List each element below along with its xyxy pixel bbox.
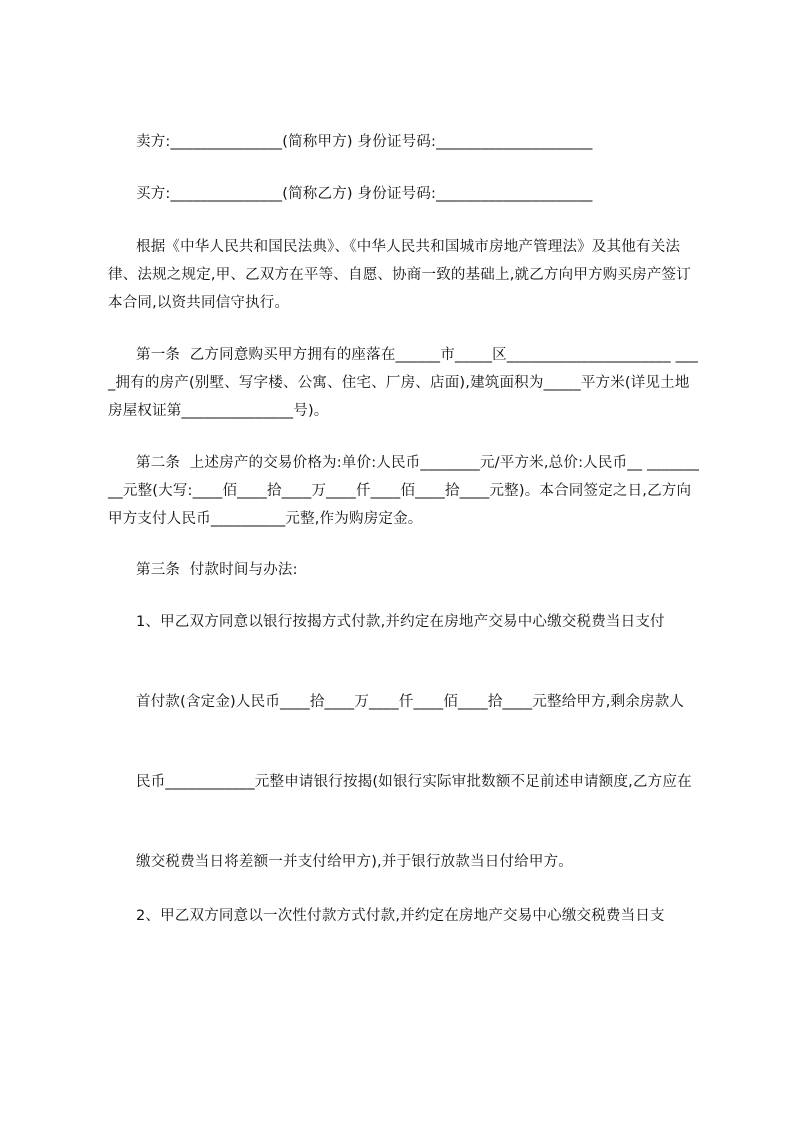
payment-item-2: 2、甲乙双方同意以一次性付款方式付款,并约定在房地产交易中心缴交税费当日支 [136, 908, 665, 924]
article-3-title: 第三条 付款时间与办法: [136, 562, 298, 578]
payment-item-1: 1、甲乙双方同意以银行按揭方式付款,并约定在房地产交易中心缴交税费当日支付 [136, 614, 665, 630]
payment-item-1-tail: 缴交税费当日将差额一并支付给甲方),并于银行放款当日付给甲方。 [136, 854, 573, 870]
buyer-line: 买方:_______________(简称乙方) 身份证号码:_____________________ [136, 186, 593, 202]
payment-item-1-down-payment: 首付款(含定金)人民币____拾____万____仟____佰____拾____元整给甲方,剩余房款人 [136, 694, 685, 710]
article-2: 第二条 上述房产的交易价格为:单价:人民币________元/平方米,总价:人民币__ _________元整(大写:____佰____拾____万____仟____佰____拾____元整)。本合同签定之日,乙方向甲方支付人民币__________元整,作为购房定金。 [108, 455, 700, 527]
seller-line: 卖方:_______________(简称甲方) 身份证号码:_____________________ [136, 134, 593, 150]
payment-item-1-loan: 民币____________元整申请银行按揭(如银行实际审批数额不足前述申请额度,乙方应在 [136, 774, 692, 790]
preamble-paragraph: 根据《中华人民共和国民法典》、《中华人民共和国城市房地产管理法》及其他有关法律、法规之规定,甲、乙双方在平等、自愿、协商一致的基础上,就乙方向甲方购买房产签订本合同,以资共同信守执行。 [108, 239, 691, 311]
article-1: 第一条 乙方同意购买甲方拥有的座落在______市_____区______________________ ____拥有的房产(别墅、写字楼、公寓、住宅、厂房、店面),建筑面积为_____平方米(详见土地房屋权证第_______________号)。 [108, 347, 698, 419]
